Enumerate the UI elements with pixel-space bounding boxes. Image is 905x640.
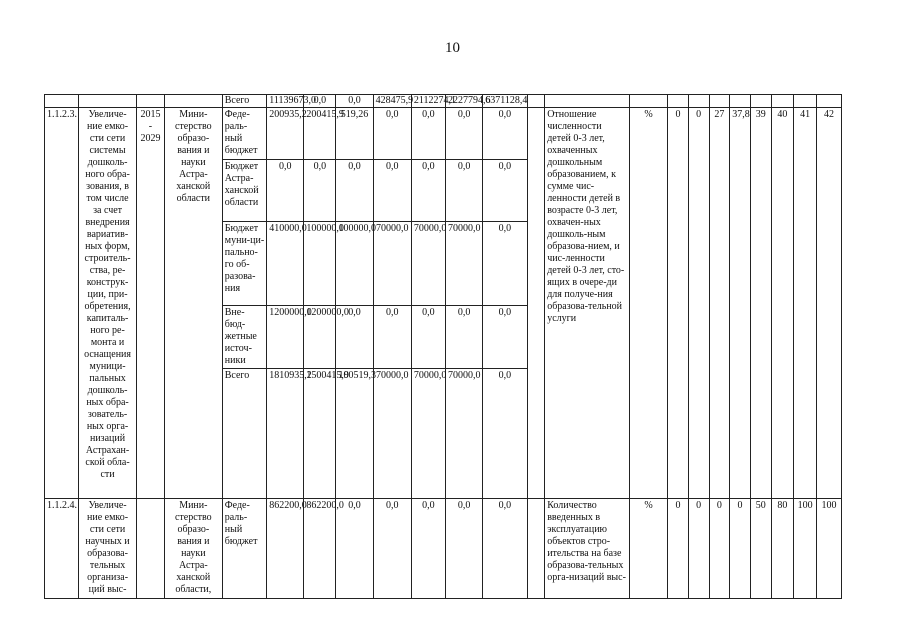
empty-cell xyxy=(709,95,730,108)
empty-cell xyxy=(164,95,222,108)
empty-cell xyxy=(771,95,794,108)
value-cell: 2227794,6 xyxy=(445,95,482,108)
empty-cell xyxy=(136,95,164,108)
value-cell: 0,0 xyxy=(336,306,373,369)
unit-cell: % xyxy=(629,108,667,499)
value-cell: 0,0 xyxy=(304,95,336,108)
value-cell: 0,0 xyxy=(373,499,411,599)
value-cell: 0,0 xyxy=(483,306,527,369)
value-cell: 1500415,9 xyxy=(304,369,336,499)
year-value: 27 xyxy=(709,108,730,499)
value-cell: 519,26 xyxy=(336,108,373,160)
empty-cell xyxy=(79,95,137,108)
year-value: 100 xyxy=(817,499,842,599)
value-cell: 0,0 xyxy=(445,499,482,599)
empty-cell xyxy=(688,95,709,108)
year-value: 37,8 xyxy=(730,108,751,499)
empty-cell xyxy=(794,95,817,108)
value-cell: 0,0 xyxy=(411,306,445,369)
value-cell: 1200000,0 xyxy=(304,306,336,369)
empty-cell xyxy=(817,95,842,108)
value-cell: 1810935,2 xyxy=(267,369,304,499)
value-cell: 100519,3 xyxy=(336,369,373,499)
year-value: 39 xyxy=(750,108,771,499)
item-code: 1.1.2.3. xyxy=(45,108,79,499)
value-cell: 70000,0 xyxy=(373,222,411,306)
source-label: Всего xyxy=(222,95,266,108)
year-value: 40 xyxy=(771,108,794,499)
program-table xyxy=(44,94,842,599)
value-cell: 0,0 xyxy=(445,306,482,369)
year-value: 50 xyxy=(750,499,771,599)
value-cell: 410000,0 xyxy=(267,222,304,306)
year-value: 0 xyxy=(709,499,730,599)
year-value: 80 xyxy=(771,499,794,599)
year-value: 0 xyxy=(668,499,689,599)
value-cell: 0,0 xyxy=(373,108,411,160)
year-value: 0 xyxy=(688,108,709,499)
value-cell: 428475,9 xyxy=(373,95,411,108)
empty-cell xyxy=(545,95,630,108)
source-label: Бюджет Астра-ханской области xyxy=(222,160,266,222)
value-cell: 2112274,1 xyxy=(411,95,445,108)
value-cell: 100000,0 xyxy=(304,222,336,306)
value-cell: 0,0 xyxy=(445,108,482,160)
source-label: Всего xyxy=(222,369,266,499)
value-cell: 0,0 xyxy=(373,306,411,369)
value-cell: 1200000,0 xyxy=(267,306,304,369)
empty-cell xyxy=(730,95,751,108)
value-cell: 11139673,0 xyxy=(267,95,304,108)
value-cell: 0,0 xyxy=(373,160,411,222)
indicator-text: Количество введенных в эксплуатацию объектов стро-ительства на базе образова-тельных орга-низаций выс- xyxy=(545,499,630,599)
value-cell: 200415,9 xyxy=(304,108,336,160)
year-value: 42 xyxy=(817,108,842,499)
value-cell: 0,0 xyxy=(336,499,373,599)
value-cell: 0,0 xyxy=(483,108,527,160)
value-cell: 862200,0 xyxy=(304,499,336,599)
empty-cell xyxy=(668,95,689,108)
year-value: 0 xyxy=(688,499,709,599)
value-cell: 70000,0 xyxy=(373,369,411,499)
value-cell: 0,0 xyxy=(336,95,373,108)
empty-cell xyxy=(629,95,667,108)
unit-cell: % xyxy=(629,499,667,599)
source-label: Феде-раль-ный бюджет xyxy=(222,108,266,160)
empty-cell xyxy=(750,95,771,108)
indicator-text: Отношение численности детей 0-3 лет, охваченных дошкольным образованием, к сумме чис-ленности детей в возрасте 0-3 лет, охвачен-ных дошколь-ным образова-нием, и чис-ленности детей 0-3 лет, сто-ящих в очере-ди для получе-ния образова-тельной услуги xyxy=(545,108,630,499)
item-period xyxy=(136,499,164,599)
value-cell: 0,0 xyxy=(483,160,527,222)
empty-cell xyxy=(527,499,545,599)
source-label: Феде-раль-ный бюджет xyxy=(222,499,266,599)
value-cell: 0,0 xyxy=(411,160,445,222)
year-value: 100 xyxy=(794,499,817,599)
value-cell: 0,0 xyxy=(445,160,482,222)
top-total-row xyxy=(45,95,842,108)
value-cell: 100000,0 xyxy=(336,222,373,306)
source-label: Бюджет муни-ци-пально-го об-разова-ния xyxy=(222,222,266,306)
value-cell: 0,0 xyxy=(483,222,527,306)
item-code: 1.1.2.4. xyxy=(45,499,79,599)
value-cell: 70000,0 xyxy=(445,369,482,499)
table-row xyxy=(45,108,842,160)
value-cell: 0,0 xyxy=(411,499,445,599)
item-period: 2015 - 2029 xyxy=(136,108,164,499)
value-cell: 0,0 xyxy=(411,108,445,160)
value-cell: 6371128,4 xyxy=(483,95,527,108)
item-executor: Мини-стерство образо-вания и науки Астра-ханской области xyxy=(164,108,222,499)
value-cell: 200935,2 xyxy=(267,108,304,160)
year-value: 0 xyxy=(730,499,751,599)
empty-cell xyxy=(45,95,79,108)
value-cell: 70000,0 xyxy=(445,222,482,306)
value-cell: 862200,0 xyxy=(267,499,304,599)
table-row xyxy=(45,499,842,599)
item-executor: Мини-стерство образо-вания и науки Астра-ханской области, xyxy=(164,499,222,599)
item-name: Увеличе-ние емко-сти сети системы дошколь-ного обра-зования, в том числе за счет внедрения вариатив-ных форм, строитель-ства, ре-конструк-ции, при-обретения, капиталь-ного ре-монта и оснащения муници-пальных дошколь-ных обра-зователь-ных орга-низаций Астрахан-ской обла-сти xyxy=(79,108,137,499)
item-name: Увеличе-ние емко-сти сети научных и образова-тельных организа-ций выс- xyxy=(79,499,137,599)
value-cell: 0,0 xyxy=(267,160,304,222)
value-cell: 70000,0 xyxy=(411,222,445,306)
year-value: 0 xyxy=(668,108,689,499)
value-cell: 70000,0 xyxy=(411,369,445,499)
empty-cell xyxy=(527,95,545,108)
empty-cell xyxy=(527,108,545,499)
value-cell: 0,0 xyxy=(304,160,336,222)
page-number: 10 xyxy=(445,40,460,56)
source-label: Вне-бюд-жетные источ-ники xyxy=(222,306,266,369)
value-cell: 0,0 xyxy=(483,499,527,599)
value-cell: 0,0 xyxy=(483,369,527,499)
year-value: 41 xyxy=(794,108,817,499)
value-cell: 0,0 xyxy=(336,160,373,222)
